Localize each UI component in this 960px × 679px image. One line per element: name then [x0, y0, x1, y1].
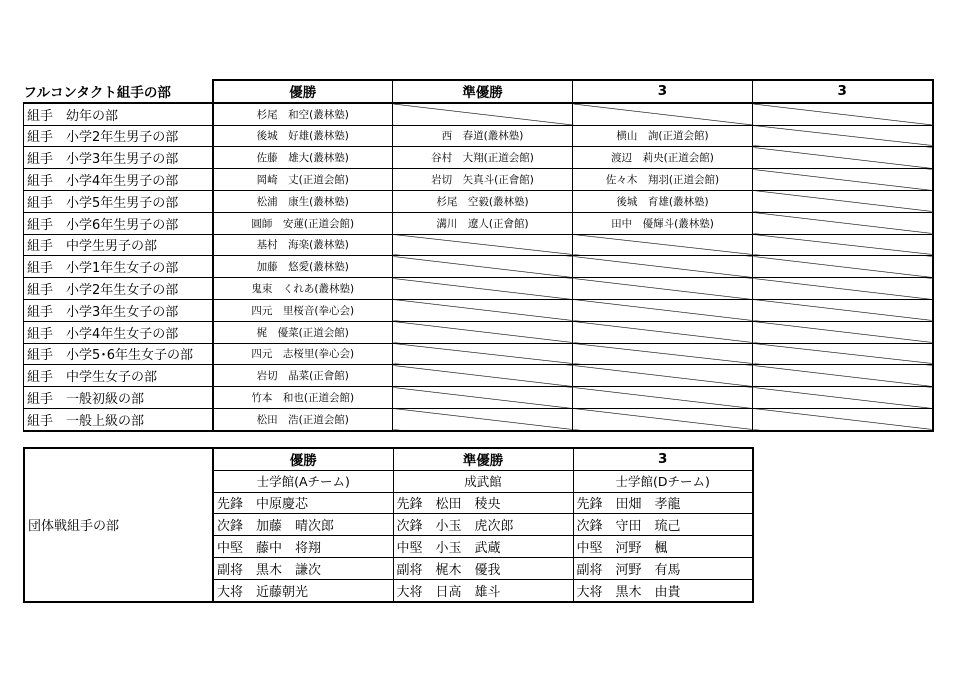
individual-row: [24, 234, 933, 256]
category-label: 組手 小学2年生男子の部: [24, 125, 213, 147]
empty-placement-cell: [573, 234, 753, 256]
individual-row: [24, 169, 933, 191]
category-label: 組手 小学4年生男子の部: [24, 169, 213, 191]
placement-cell: 佐々木 翔羽(正道会館): [573, 169, 753, 191]
placement-cell: 佐藤 雄大(叢林塾): [213, 147, 393, 169]
placement-cell: 基村 海楽(叢林塾): [213, 234, 393, 256]
empty-placement-cell: [393, 408, 573, 430]
empty-placement-cell: [573, 408, 753, 430]
placement-cell: 梶 優菜(正道会館): [213, 321, 393, 343]
empty-placement-cell: [753, 299, 933, 321]
team-header-0: 優勝: [213, 448, 393, 470]
empty-placement-cell: [753, 365, 933, 387]
empty-placement-cell: [753, 278, 933, 300]
placement-cell: 松浦 康生(叢林塾): [213, 190, 393, 212]
empty-placement-cell: [753, 169, 933, 191]
category-label: 組手 小学3年生男子の部: [24, 147, 213, 169]
category-label: 組手 小学5年生男子の部: [24, 190, 213, 212]
empty-placement-cell: [393, 343, 573, 365]
empty-placement-cell: [753, 256, 933, 278]
empty-placement-cell: [393, 387, 573, 409]
team-member: 中堅 小玉 武蔵: [393, 536, 573, 558]
team-results-table: [23, 447, 754, 603]
team-member: 副将 河野 有馬: [573, 557, 753, 579]
category-label: 組手 小学1年生女子の部: [24, 256, 213, 278]
category-label: 組手 小学6年生男子の部: [24, 212, 213, 234]
empty-placement-cell: [393, 103, 573, 125]
individual-row: [24, 299, 933, 321]
individual-section-title: フルコンタクト組手の部: [24, 80, 213, 103]
individual-row: [24, 147, 933, 169]
empty-placement-cell: [753, 212, 933, 234]
empty-placement-cell: [753, 190, 933, 212]
team-member: 副将 黒木 謙次: [213, 557, 393, 579]
team-member: 次鋒 加藤 晴次郎: [213, 514, 393, 536]
empty-placement-cell: [573, 103, 753, 125]
empty-placement-cell: [753, 147, 933, 169]
empty-placement-cell: [573, 299, 753, 321]
team-name: 士学館(Aチーム): [213, 470, 393, 492]
empty-placement-cell: [393, 365, 573, 387]
empty-placement-cell: [573, 343, 753, 365]
placement-cell: 四元 志桜里(拳心会): [213, 343, 393, 365]
category-label: 組手 小学5･6年生女子の部: [24, 343, 213, 365]
individual-row: [24, 365, 933, 387]
category-label: 組手 中学生女子の部: [24, 365, 213, 387]
team-member: 副将 梶木 優我: [393, 557, 573, 579]
individual-row: [24, 190, 933, 212]
empty-placement-cell: [573, 278, 753, 300]
team-name: 士学館(Dチーム): [573, 470, 753, 492]
placement-cell: 加藤 悠愛(叢林塾): [213, 256, 393, 278]
category-label: 組手 小学2年生女子の部: [24, 278, 213, 300]
team-header-2: 3: [573, 448, 753, 470]
team-event-label: 団体戦組手の部: [24, 448, 213, 602]
team-member: 先鋒 中原慶芯: [213, 492, 393, 514]
empty-placement-cell: [393, 278, 573, 300]
placement-cell: 後城 好雄(叢林塾): [213, 125, 393, 147]
individual-row: [24, 408, 933, 430]
individual-row: [24, 321, 933, 343]
placement-cell: 横山 詢(正道会館): [573, 125, 753, 147]
empty-placement-cell: [753, 408, 933, 430]
empty-placement-cell: [753, 387, 933, 409]
placement-cell: 杉尾 和空(叢林塾): [213, 103, 393, 125]
placement-cell: 後城 育雄(叢林塾): [573, 190, 753, 212]
team-member: 大将 日高 雄斗: [393, 579, 573, 601]
team-member: 中堅 河野 楓: [573, 536, 753, 558]
team-member: 次鋒 守田 琉己: [573, 514, 753, 536]
individual-results-table: [23, 79, 934, 432]
team-member: 大将 黒木 由貴: [573, 579, 753, 601]
placement-cell: 岩切 矢真斗(正會館): [393, 169, 573, 191]
placement-cell: 杉尾 空毅(叢林塾): [393, 190, 573, 212]
individual-row: [24, 212, 933, 234]
category-label: 組手 中学生男子の部: [24, 234, 213, 256]
individual-row: [24, 125, 933, 147]
category-label: 組手 一般上級の部: [24, 408, 213, 430]
empty-placement-cell: [753, 343, 933, 365]
individual-row: [24, 256, 933, 278]
empty-placement-cell: [753, 321, 933, 343]
individual-row: [24, 278, 933, 300]
empty-placement-cell: [753, 234, 933, 256]
individual-header-row: [24, 80, 933, 103]
individual-row: [24, 343, 933, 365]
empty-placement-cell: [393, 256, 573, 278]
empty-placement-cell: [393, 321, 573, 343]
placement-cell: 四元 里桜音(拳心会): [213, 299, 393, 321]
team-member: 大将 近藤朝光: [213, 579, 393, 601]
category-label: 組手 小学4年生女子の部: [24, 321, 213, 343]
placement-cell: 鬼束 くれあ(叢林塾): [213, 278, 393, 300]
placement-cell: 岩切 晶菜(正會館): [213, 365, 393, 387]
team-member: 先鋒 松田 稜央: [393, 492, 573, 514]
placement-cell: 竹本 和也(正道会館): [213, 387, 393, 409]
team-name: 成武館: [393, 470, 573, 492]
placement-cell: 谷村 大翔(正道会館): [393, 147, 573, 169]
team-member: 中堅 藤中 将翔: [213, 536, 393, 558]
empty-placement-cell: [573, 365, 753, 387]
placement-cell: 渡辺 莉央(正道会館): [573, 147, 753, 169]
placement-cell: 岡崎 丈(正道会館): [213, 169, 393, 191]
team-header-1: 準優勝: [393, 448, 573, 470]
empty-placement-cell: [573, 387, 753, 409]
category-label: 組手 小学3年生女子の部: [24, 299, 213, 321]
team-member: 先鋒 田畑 孝龍: [573, 492, 753, 514]
empty-placement-cell: [753, 125, 933, 147]
individual-header-2: 3: [573, 80, 753, 103]
placement-cell: 田中 優輝斗(叢林塾): [573, 212, 753, 234]
placement-cell: 圓師 安蓮(正道会館): [213, 212, 393, 234]
category-label: 組手 一般初級の部: [24, 387, 213, 409]
individual-row: [24, 387, 933, 409]
placement-cell: 西 春道(叢林塾): [393, 125, 573, 147]
empty-placement-cell: [393, 299, 573, 321]
empty-placement-cell: [753, 103, 933, 125]
individual-header-1: 準優勝: [393, 80, 573, 103]
category-label: 組手 幼年の部: [24, 103, 213, 125]
team-header-row: [24, 448, 753, 470]
empty-placement-cell: [573, 321, 753, 343]
individual-header-0: 優勝: [213, 80, 393, 103]
individual-header-3: 3: [753, 80, 933, 103]
empty-placement-cell: [573, 256, 753, 278]
placement-cell: 溝川 遼人(正會館): [393, 212, 573, 234]
empty-placement-cell: [393, 234, 573, 256]
team-member: 次鋒 小玉 虎次郎: [393, 514, 573, 536]
individual-row: [24, 103, 933, 125]
placement-cell: 松田 浩(正道会館): [213, 408, 393, 430]
